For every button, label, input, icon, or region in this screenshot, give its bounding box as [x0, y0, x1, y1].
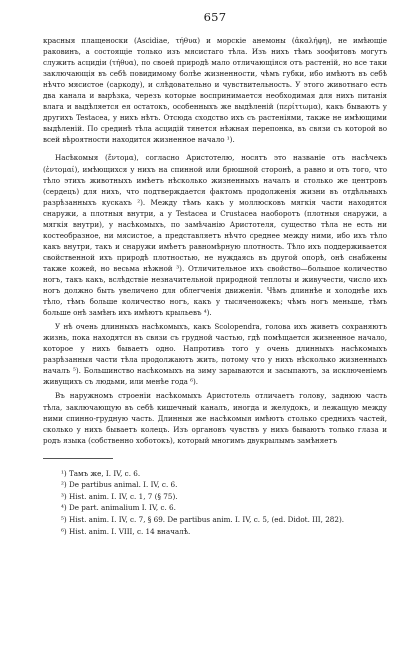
body-text	[43, 35, 387, 446]
footnote-3: ³) Hist. anim. I. IV, с. 1, 7 (§ 75).	[61, 491, 178, 501]
footnote-divider	[43, 458, 113, 459]
paragraph-ascidians: красныя плащеноски (Ascidiae, τήθυα) и морскiе анемоны (ἀκαλήφη), не имѣющiе раковинъ, а состоящiе только изъ мясистаго тѣла. Изъ нихъ тѣмъ зоофитовъ могутъ служить асцидiи (τήθυα), по своей природѣ мало отличающiяся отъ растенiй, но все таки заключающiя въ себѣ повидимому болѣе жизненности, чѣмъ губки, ибо имѣютъ въ себѣ нѣчто мясистое (саркоду), и слѣдовательно и чувствительность. У этого животнаго есть два канала и вырѣзка, черезъ которые воспринимается необходимая для нихъ питанiя влага и выдѣляется ея остатокъ, особенныхъ же выдѣленiй (περίττωμα), какъ бываютъ у другихъ Testacea, у нихъ нѣтъ. Отсюда сходство ихъ съ растенiями, также не имѣющими выдѣленiй. По срединѣ тѣла асцидiй тянется нѣжная перепонка, въ связи съ которой во всей вѣроятности находится жизненное начало ¹).	[43, 36, 387, 145]
footnote-6: ⁶) Hist. anim. I. VIII, с. 14 вначалѣ.	[61, 526, 191, 536]
paragraph-insects-intro: Насѣкомыя (ἔντομα), согласно Аристотелю, носятъ это названiе отъ насѣчекъ (ἐντομαί), имѣющихся у нихъ на спинной или брюшной сторонѣ, а равно и отъ того, что тѣло этихъ животныхъ имѣетъ нѣсколько жизненныхъ началъ и столько же центровъ (сердецъ) для нихъ, что подтверждается фактомъ продолженiя жизни въ отдѣльныхъ разрѣзанныхъ кускахъ ²). Между тѣмъ какъ у моллюсковъ мягкiя части находятся снаружи, а плотныя внутри, а у Testacea и Crustacea наоборотъ (плотныя снаружи, а мягкiя внутри), у насѣкомыхъ, по замѣчанiю Аристотеля, существо тѣла не есть ни костеобразное, ни мясистое, а представляетъ нѣчто среднее между ними, ибо ихъ тѣло какъ внутри, такъ и снаружи имѣетъ равномѣрную плотность. Тѣло ихъ поддерживается свойственной ихъ природѣ плотностью, не нуждаясь въ другой опорѣ, онѣ снабжены также кожей, но весьма нѣжной ³). Отличительное ихъ свойство—большое количество ногъ, такъ какъ, вслѣдствiе незначительной природной теплоты и живучести, число ихъ ногъ должно быть увеличено для облегченiя движенiя. Чѣмъ длиннѣе и холоднѣе ихъ тѣло, тѣмъ больше количество ногъ, какъ у тысяченожекъ; чѣмъ ногъ меньше, тѣмъ больше онѣ замѣнъ ихъ имѣютъ крыльевъ ⁴).	[43, 153, 387, 318]
paragraph-insect-structure: Въ наружномъ строенiи насѣкомыхъ Аристотель отличаетъ голову, заднюю часть тѣла, заключающую въ себѣ кишечный каналъ, иногда и желудокъ, и лежащую между ними спинно-грудную часть. Длинныя же насѣкомыя имѣютъ столько среднихъ частей, сколько у нихъ бываетъ колецъ. Изъ органовъ чувствъ у нихъ бываютъ только глаза и родъ языка (собственно хоботокъ), который многимъ двукрылымъ замѣняетъ	[43, 391, 387, 445]
paragraph-gap	[43, 145, 387, 152]
footnote-4: ⁴) De part. animalium I. IV, с. 6.	[61, 503, 176, 513]
footnote-2: ²) De partibus animal. I. IV, с. 6.	[61, 480, 178, 490]
footnote-1: ¹) Тамъ же, I. IV, с. 6.	[61, 468, 141, 478]
paragraph-insect-vitality: У нѣ очень длинныхъ насѣкомыхъ, какъ Scolopendra, голова ихъ живетъ сохраняютъ жизнь, пока находятся въ связи съ грудной частью, гдѣ помѣщается жизненное начало, которое у нихъ бываетъ одно. Напротивъ того у очень длинныхъ насѣкомыхъ разрѣзанныя части тѣла продолжаютъ жить, потому что у нихъ нѣсколько жизненныхъ началъ ⁵). Большинство насѣкомыхъ на зиму зарываются и засыпаютъ, за исключенiемъ живущихъ съ людьми, или менѣе года ⁶).	[43, 322, 387, 387]
page-number: 657	[203, 10, 227, 24]
footnotes-list	[43, 468, 387, 538]
footnote-5: ⁵) Hist. anim. I. IV, с. 7, § 69. De partibus anim. I. IV, c. 5, (ed. Didot. III, 282).	[61, 515, 345, 525]
